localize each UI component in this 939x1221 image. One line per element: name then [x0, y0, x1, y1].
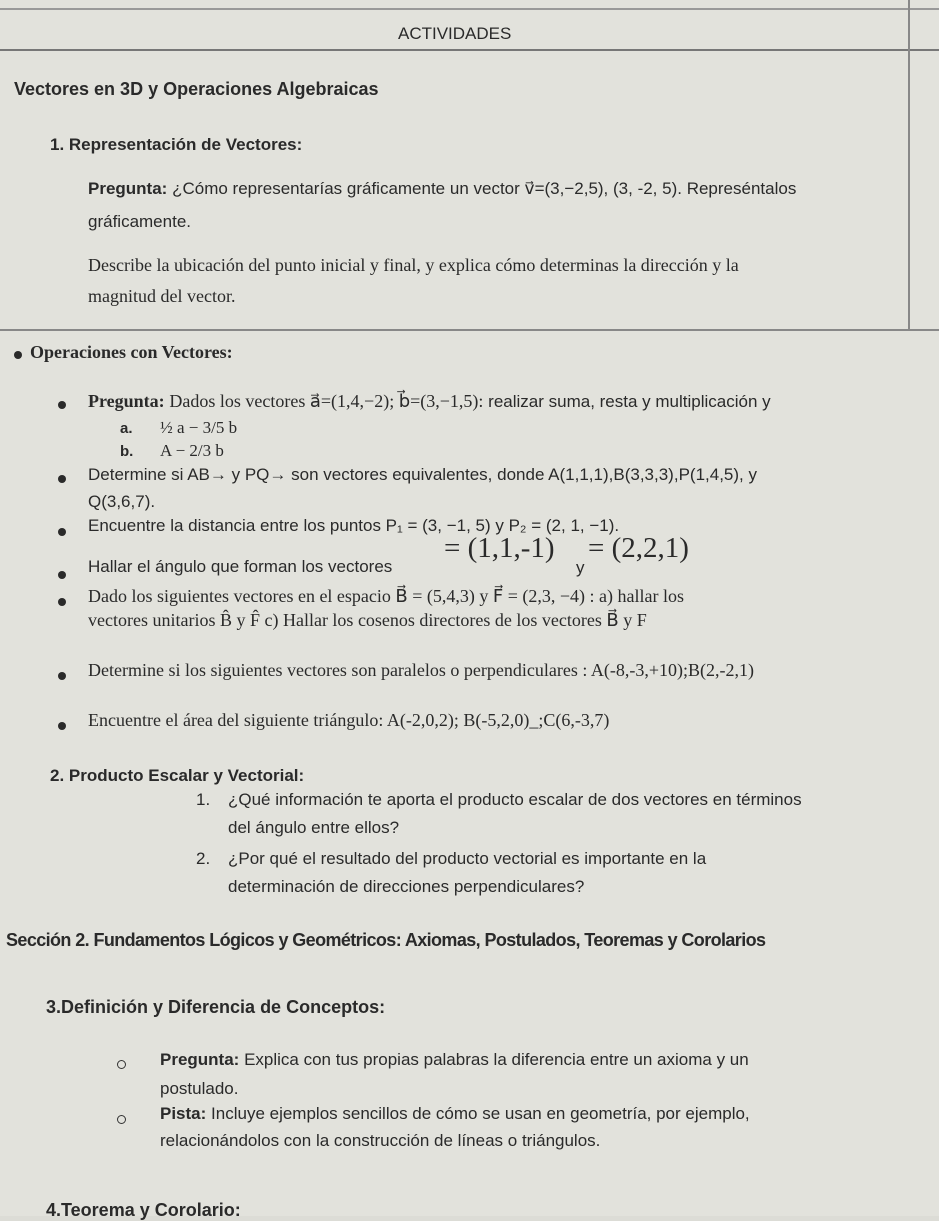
item1-question-line2: gráficamente. — [88, 212, 191, 231]
item2-q1-line2: del ángulo entre ellos? — [228, 818, 400, 837]
list-bullet — [58, 401, 66, 409]
item1-description-line1: Describe la ubicación del punto inicial y final, y explica cómo determinas la dirección y la — [88, 255, 739, 275]
sublist-circle — [117, 1115, 126, 1124]
sub-b-text: A − 2/3 b — [160, 441, 224, 460]
hint-label: Pista: — [160, 1104, 207, 1123]
ops-p5-line2: vectores unitarios B̂ y F̂ c) Hallar los cosenos directores de los vectores B⃗ y F — [88, 610, 647, 630]
ops-p3: Encuentre la distancia entre los puntos P₁ = (3, −1, 5) y P₂ = (2, 1, −1). — [88, 516, 620, 535]
item2-q2-line1: ¿Por qué el resultado del producto vectorial es importante en la — [228, 849, 707, 868]
question-label: Pregunta: — [160, 1050, 240, 1069]
header-bottom-border — [0, 49, 939, 51]
item3-heading: 3.Definición y Diferencia de Conceptos: — [46, 997, 386, 1017]
right-border — [908, 0, 910, 330]
ops-p2-line2: Q(3,6,7). — [88, 492, 156, 511]
item2-q2-line2: determinación de direcciones perpendiculares? — [228, 877, 585, 896]
header-top-border — [0, 8, 939, 10]
vector-v-formula: = (2,2,1) — [588, 532, 689, 564]
header-title: ACTIVIDADES — [398, 24, 512, 43]
question-text: Explica con tus propias palabras la diferencia entre un axioma y un — [244, 1050, 749, 1069]
item1-description-line2: magnitud del vector. — [88, 286, 236, 306]
item2-q1-line1: ¿Qué información te aporta el producto escalar de dos vectores en términos — [228, 790, 802, 809]
sub-a-text: ½ a − 3/5 b — [160, 418, 238, 437]
question-label: Pregunta: — [88, 391, 165, 411]
item3-hint-line2: relacionándolos con la construcción de líneas o triángulos. — [160, 1131, 601, 1150]
question-text: ¿Cómo representarías gráficamente un vector v⃗=(3,−2,5), (3, -2, 5). Represéntalos — [172, 179, 797, 198]
ops-heading: Operaciones con Vectores: — [30, 342, 233, 362]
item1-heading: 1. Representación de Vectores: — [50, 135, 303, 154]
item2-q2-number: 2. — [196, 849, 211, 868]
sub-a-label: a. — [120, 420, 133, 437]
list-bullet — [58, 598, 66, 606]
section1-bottom-border — [0, 329, 939, 331]
item3-hint-line1 — [160, 1104, 750, 1124]
ops-p4-text: Hallar el ángulo que forman los vectores — [88, 557, 393, 576]
ops-heading-bullet — [14, 351, 22, 359]
item3-question-line1 — [160, 1050, 749, 1070]
ops-p1 — [88, 391, 771, 412]
question-label: Pregunta: — [88, 179, 168, 198]
sublist-circle — [117, 1060, 126, 1069]
section2-title: Sección 2. Fundamentos Lógicos y Geométricos: Axiomas, Postulados, Teoremas y Corolarios — [6, 930, 766, 950]
section1-title: Vectores en 3D y Operaciones Algebraicas — [14, 79, 379, 99]
item1-question-line1 — [88, 179, 796, 199]
item3-question-line2: postulado. — [160, 1079, 239, 1098]
vector-u-formula: = (1,1,-1) — [444, 532, 555, 564]
ops-p1-vectors: Dados los vectores a⃗=(1,4,−2); b⃗=(3,−1,5): — [169, 391, 484, 411]
list-bullet — [58, 528, 66, 536]
list-bullet — [58, 571, 66, 579]
list-bullet — [58, 722, 66, 730]
hint-text: Incluye ejemplos sencillos de cómo se usan en geometría, por ejemplo, — [211, 1104, 750, 1123]
ops-p1-instruction: realizar suma, resta y multiplicación y — [488, 392, 771, 411]
item4-heading: 4.Teorema y Corolario: — [46, 1200, 241, 1220]
list-bullet — [58, 672, 66, 680]
vector-v-subscript: y — [576, 558, 585, 577]
item2-q1-number: 1. — [196, 790, 211, 809]
list-bullet — [58, 475, 66, 483]
item2-heading: 2. Producto Escalar y Vectorial: — [50, 766, 305, 785]
ops-p7: Encuentre el área del siguiente triángulo: A(-2,0,2); B(-5,2,0)_;C(6,-3,7) — [88, 710, 610, 730]
ops-p6: Determine si los siguientes vectores son paralelos o perpendiculares : A(-8,-3,+10);B(2,-2,1) — [88, 660, 754, 680]
sub-b-label: b. — [120, 443, 134, 460]
ops-p2-line1: Determine si AB→ y PQ→ son vectores equivalentes, donde A(1,1,1),B(3,3,3),P(1,4,5), y — [88, 465, 757, 484]
ops-p5-line1: Dado los siguientes vectores en el espacio B⃗ = (5,4,3) y F⃗ = (2,3, −4) : a) hallar los — [88, 586, 685, 606]
